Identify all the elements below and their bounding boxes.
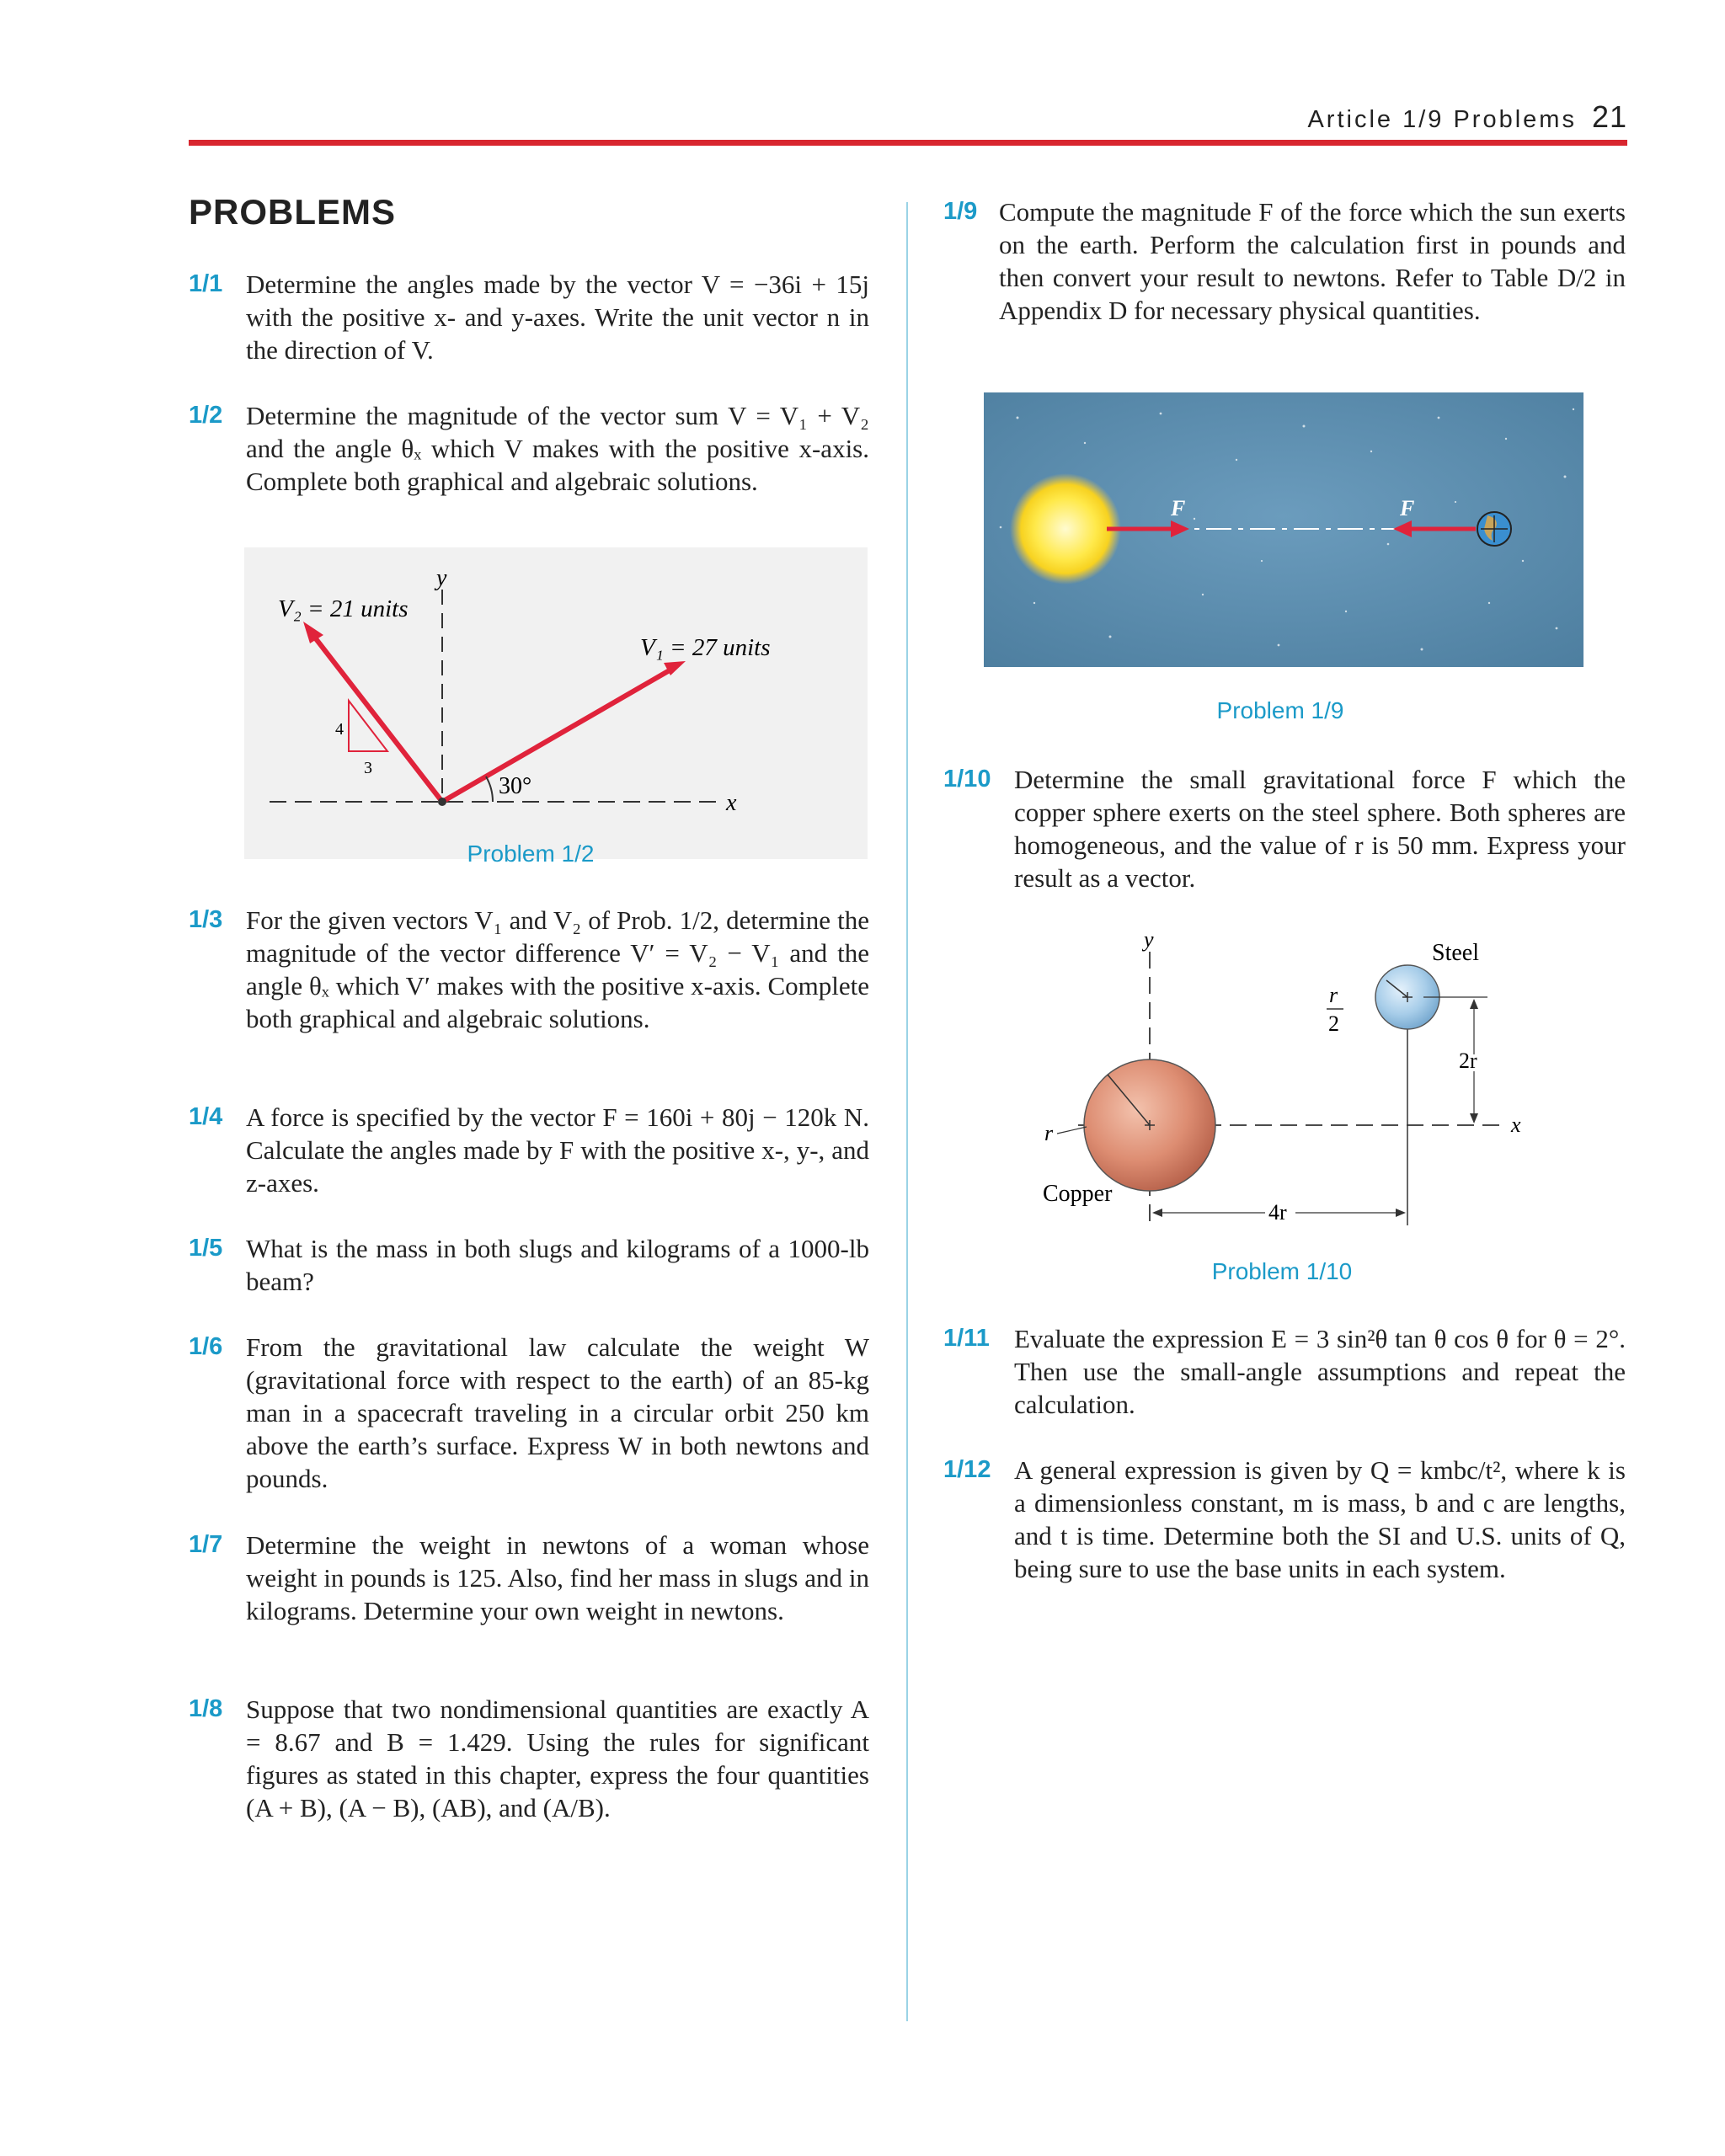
- running-header: [1307, 99, 1627, 135]
- slope-run-label: 3: [364, 759, 372, 777]
- problem-1-11: [943, 1322, 1626, 1421]
- problem-number: 1/4: [189, 1103, 223, 1130]
- y-axis-label: y: [436, 565, 447, 591]
- problem-number: 1/6: [189, 1333, 223, 1360]
- problem-1-10: [943, 763, 1626, 894]
- problem-text: Compute the magnitude F of the force which the sun exerts on the earth. Perform the calculation first in pounds and then convert your result to newtons. Refer to Table D/2 in Appendix D for necessary physical quantities.: [999, 197, 1626, 325]
- problem-text: Determine the magnitude of the vector sum V = V₁ + V₂ and the angle θₓ which V makes with the positive x-axis. Complete both graphical and algebraic solutions.: [246, 401, 869, 496]
- angle-label: 30°: [499, 773, 532, 799]
- problem-text: From the gravitational law calculate the weight W (gravitational force with respect to the earth) of an 85-kg man in a spacecraft traveling in a circular orbit 250 km above the earth’s surface. Express W in both newtons and pounds.: [246, 1332, 869, 1493]
- problem-1-2: [189, 399, 869, 498]
- problem-number: 1/10: [943, 766, 991, 792]
- four-r-arrow-right: [1396, 1209, 1406, 1217]
- sun: [1010, 473, 1121, 584]
- r-label: r: [1044, 1121, 1054, 1145]
- x-axis-label: x: [726, 790, 737, 816]
- problem-1-6: [189, 1331, 869, 1495]
- r-leader: [1057, 1127, 1087, 1134]
- problem-1-12: [943, 1454, 1626, 1585]
- figure-problem-1-2: [244, 547, 868, 859]
- caption-problem-1-2: Problem 1/2: [467, 841, 595, 867]
- problem-number: 1/8: [189, 1695, 223, 1722]
- origin-point: [438, 798, 446, 806]
- problem-number: 1/3: [189, 906, 223, 933]
- half-r-denominator: 2: [1328, 1011, 1339, 1036]
- caption-problem-1-10: Problem 1/10: [1211, 1258, 1353, 1284]
- problem-text: Determine the small gravitational force F which the copper sphere exerts on the steel sphere. Both spheres are homogeneous, and the value of r is 50 mm. Express your result as a vector.: [1014, 765, 1626, 893]
- problem-text: Suppose that two nondimensional quantities are exactly A = 8.67 and B = 1.429. Using the rules for significant figures as stated in this chapter, express the four quantities (A + B), (A − B), (AB), and (A/B).: [246, 1694, 869, 1822]
- force-label-right: F: [1400, 496, 1415, 520]
- section-title: PROBLEMS: [189, 192, 397, 232]
- problem-1-3: [189, 904, 869, 1035]
- problem-number: 1/11: [943, 1325, 990, 1352]
- problem-number: 1/12: [943, 1456, 991, 1483]
- earth: [1477, 512, 1511, 546]
- problem-number: 1/7: [189, 1531, 223, 1558]
- force-label-left: F: [1171, 496, 1186, 520]
- two-r-arrow-top: [1470, 999, 1478, 1009]
- problem-1-1: [189, 268, 869, 366]
- problem-text: For the given vectors V₁ and V₂ of Prob. 1/2, determine the magnitude of the vector difference V′ = V₂ − V₁ and the angle θₓ which V′ makes with the positive x-axis. Complete both graphical and algebraic solutions.: [246, 905, 869, 1033]
- figure-problem-1-9: [984, 392, 1583, 667]
- four-r-arrow-left: [1152, 1209, 1162, 1217]
- steel-label: Steel: [1432, 940, 1479, 966]
- x-axis-label: x: [1511, 1113, 1521, 1137]
- figure-problem-1-10: [1028, 926, 1550, 1238]
- problem-text: Determine the angles made by the vector V = −36i + 15j with the positive x- and y-axes. Write the unit vector n in the direction of V.: [246, 270, 869, 365]
- slope-rise-label: 4: [335, 720, 344, 739]
- copper-label: Copper: [1043, 1181, 1113, 1207]
- half-r-numerator: r: [1329, 983, 1338, 1007]
- v1-label: V₁ = 27 units: [640, 634, 771, 661]
- four-r-label: 4r: [1268, 1200, 1287, 1225]
- problem-1-8: [189, 1693, 869, 1824]
- two-r-label: 2r: [1459, 1049, 1477, 1073]
- problem-1-9: [943, 195, 1626, 327]
- problem-number: 1/1: [189, 270, 223, 297]
- problem-text: Determine the weight in newtons of a woman whose weight in pounds is 125. Also, find her mass in slugs and in kilograms. Determine your own weight in newtons.: [246, 1530, 869, 1625]
- problem-text: A general expression is given by Q = kmbc/t², where k is a dimensionless constant, m is mass, b and c are lengths, and t is time. Determine both the SI and U.S. units of Q, being sure to use the base units in each system.: [1014, 1455, 1626, 1583]
- v2-label: V₂ = 21 units: [278, 595, 409, 622]
- problem-1-7: [189, 1529, 869, 1627]
- problem-text: Evaluate the expression E = 3 sin²θ tan θ cos θ for θ = 2°. Then use the small-angle assumptions and repeat the calculation.: [1014, 1324, 1626, 1419]
- problem-text: What is the mass in both slugs and kilograms of a 1000-lb beam?: [246, 1234, 869, 1296]
- column-divider: [906, 202, 908, 2021]
- problem-1-5: [189, 1232, 869, 1298]
- two-r-arrow-bottom: [1470, 1113, 1478, 1123]
- y-axis-label: y: [1144, 927, 1154, 952]
- problem-number: 1/2: [189, 402, 223, 429]
- problem-number: 1/9: [943, 198, 978, 225]
- page-number: 21: [1591, 99, 1627, 134]
- problem-number: 1/5: [189, 1235, 223, 1262]
- problem-text: A force is specified by the vector F = 160i + 80j − 120k N. Calculate the angles made by F with the positive x-, y-, and z-axes.: [246, 1102, 869, 1198]
- figure-background: [244, 547, 868, 859]
- header-rule: [189, 140, 1627, 146]
- problem-1-4: [189, 1101, 869, 1199]
- header-text: Article 1/9 Problems: [1307, 106, 1577, 133]
- caption-problem-1-9: Problem 1/9: [1216, 697, 1344, 723]
